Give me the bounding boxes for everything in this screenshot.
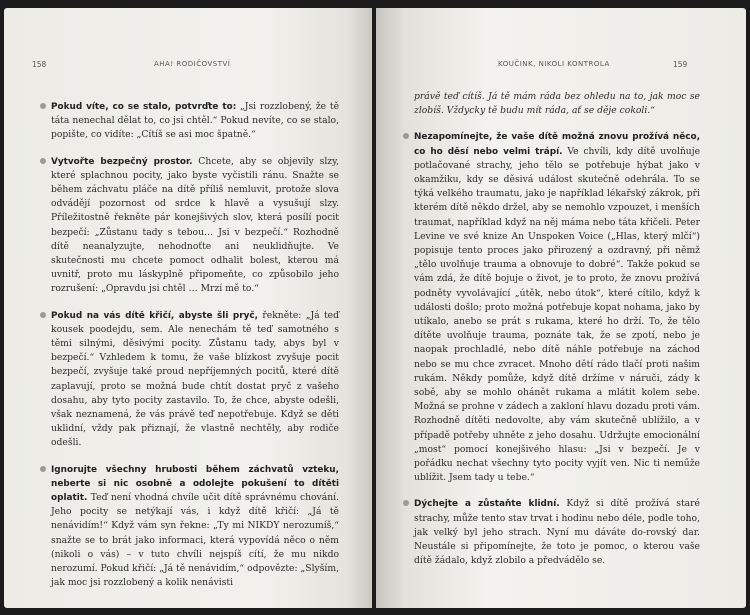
bullet-icon xyxy=(403,133,409,139)
right-running-head: KOUČINK, NIKOLI KONTROLA xyxy=(498,60,610,68)
left-running-head: AHA! RODIČOVSTVÍ xyxy=(154,60,231,68)
bullet-icon xyxy=(403,500,409,506)
list-item: Pokud víte, co se stalo, potvrďte to: „Jsi rozzlobený, že tě táta nenechal dělat to, co jsi chtěl.“ Pokud nevíte, co se stalo, popište, co vidíte: „Cítíš se asi moc špatně.“ xyxy=(51,100,339,143)
continuation-text: právě teď cítíš. Já tě mám ráda bez ohledu na to, jak moc se zlobíš. Vždycky tě budu mít ráda, ať se děje cokoli.“ xyxy=(414,91,700,117)
list-item: Vytvořte bezpečný prostor. Chcete, aby se objevily slzy, které splachnou pocity, jako byste vyčistili ránu. Snažte se během záchvatu pláče na dítě příliš nemluvit, protože slova odvádějí pozornost od srdce k hlavě a vysušují slzy. Příležitostně řekněte pár konejšivých slov, která posílí pocit bezpečí: „Zůstanu tady s tebou… Jsi v bezpečí.“ Rozhodně dítě neanalyzujte, nehodnoťte ani neuklidňujte. Ve skutečnosti mu chcete pomoct odhalit bolest, kterou má uvnitř, proto mu láskyplně připomeňte, co způsobilo jeho rozrušení: „Opravdu jsi chtěl … Mrzí mě to.“ xyxy=(51,155,339,297)
list-item: Nezapomínejte, že vaše dítě možná znovu prožívá něco, co ho děsí nebo velmi trápí. Ve chvíli, kdy dítě uvolňuje potlačované strachy, jeho tělo se potřebuje hýbat jako v okamžiku, kdy se děsivá událost skutečně odehrála. To se týká velkého traumatu, jako je například lékařský zákrok, při kterém dítě někdo držel, aby se nemohlo vzpouzet, i menších traumat, například když na něj máma nebo táta křičeli. Peter Levine ve své knize An Unspoken Voice („Hlas, který mlčí“) popisuje tento proces jako přirozený a ozdravný, při němž „tělo uvolňuje trauma a obnovuje to dobré“. Takže pokud se vám zdá, že dítě bojuje o život, je to proto, že znovu prožívá podněty vyvolávající „útěk, nebo útok“, které cítilo, když k události došlo; proto možná potřebuje kopat nohama, jako by utíkalo, anebo se prát s rukama, které ho drží. To, že tělo dítěte uvolňuje trauma, poznáte tak, že se zpotí, nebo je naopak prochladlé, nebo dítě náhle potřebuje na záchod nebo se mu chce zvracet. Mnoho dětí rádo tlačí proti našim rukám. Někdy pomůže, když dítě držíme v náruči, zády k sobě, aby se mohlo ohánět rukama a mlátit kolem sebe. Možná se prohne v zádech a zakloní hlavu dozadu proti vám. Rozhodně dítěti nedovolte, aby vám skutečně ublížilo, a v případě potřeby uhněte z jeho dosahu. Udržujte emocionální „most“ pomocí konejšivého hlasu: „Jsi v bezpečí. Je v pořádku nechat všechny tyto pocity vyjít ven. Nic ti neműže ublížit. Jsem tady u tebe.“ xyxy=(414,130,700,485)
left-page-body xyxy=(51,100,339,603)
list-item: Pokud na vás dítě křičí, abyste šli pryč, řekněte: „Já teď kousek poodejdu, sem. Ale nenechám tě teď samotného s těmi silnými, děsivými pocity. Zůstanu tady, abys byl v bezpečí.“ Vzhledem k tomu, že vaše blízkost zvyšuje pocit bezpečí, zvyšuje také proud nepříjemných pocitů, které dítě zaplavují, proto se možná bude chtít dostat pryč z vašeho dosahu, aby tyto pocity zastavilo. To, že chce, abyste odešli, však neznamená, že vás právě teď nepotřebuje. Když se děti uklidní, vždy pak přiznají, že vlastně nechtěly, aby rodiče odešli. xyxy=(51,309,339,451)
right-page-body xyxy=(414,90,700,581)
right-page-number: 159 xyxy=(673,60,688,69)
bullet-icon xyxy=(40,466,46,472)
list-item: Dýchejte a zůstaňte klidní. Když si dítě prožívá staré strachy, může tento stav trvat i hodinu nebo déle, podle toho, jak velký byl jeho strach. Nyní mu dáváte do-rovský dar. Neustále si připomínejte, že toto je pomoc, o kterou vaše dítě žádalo, když zlobilo a předvádělo se. xyxy=(414,497,700,568)
list-item: Ignorujte všechny hrubosti během záchvatů vzteku, neberte si nic osobně a odolejte pokušení to dítěti oplatit. Teď není vhodná chvíle učit dítě správnému chování. Jeho pocity se netýkají vás, i když dítě křičí: „Já tě nenávidím!“ Když vám syn řekne: „Ty mi NIKDY nerozumíš,“ snažte se to brát jako informaci, která vypovídá něco o něm (nikoli o vás) – v tuto chvíli nejspíš cítí, že mu nikdo nerozumí. Pokud křičí: „Já tě nenávidím,“ odpovězte: „Slyším, jak moc jsi rozzlobený a kolik nenávisti xyxy=(51,463,339,591)
bullet-icon xyxy=(40,103,46,109)
left-page xyxy=(4,8,372,608)
bullet-icon xyxy=(40,158,46,164)
left-page-number: 158 xyxy=(32,60,47,69)
right-page xyxy=(376,8,746,608)
bullet-icon xyxy=(40,312,46,318)
